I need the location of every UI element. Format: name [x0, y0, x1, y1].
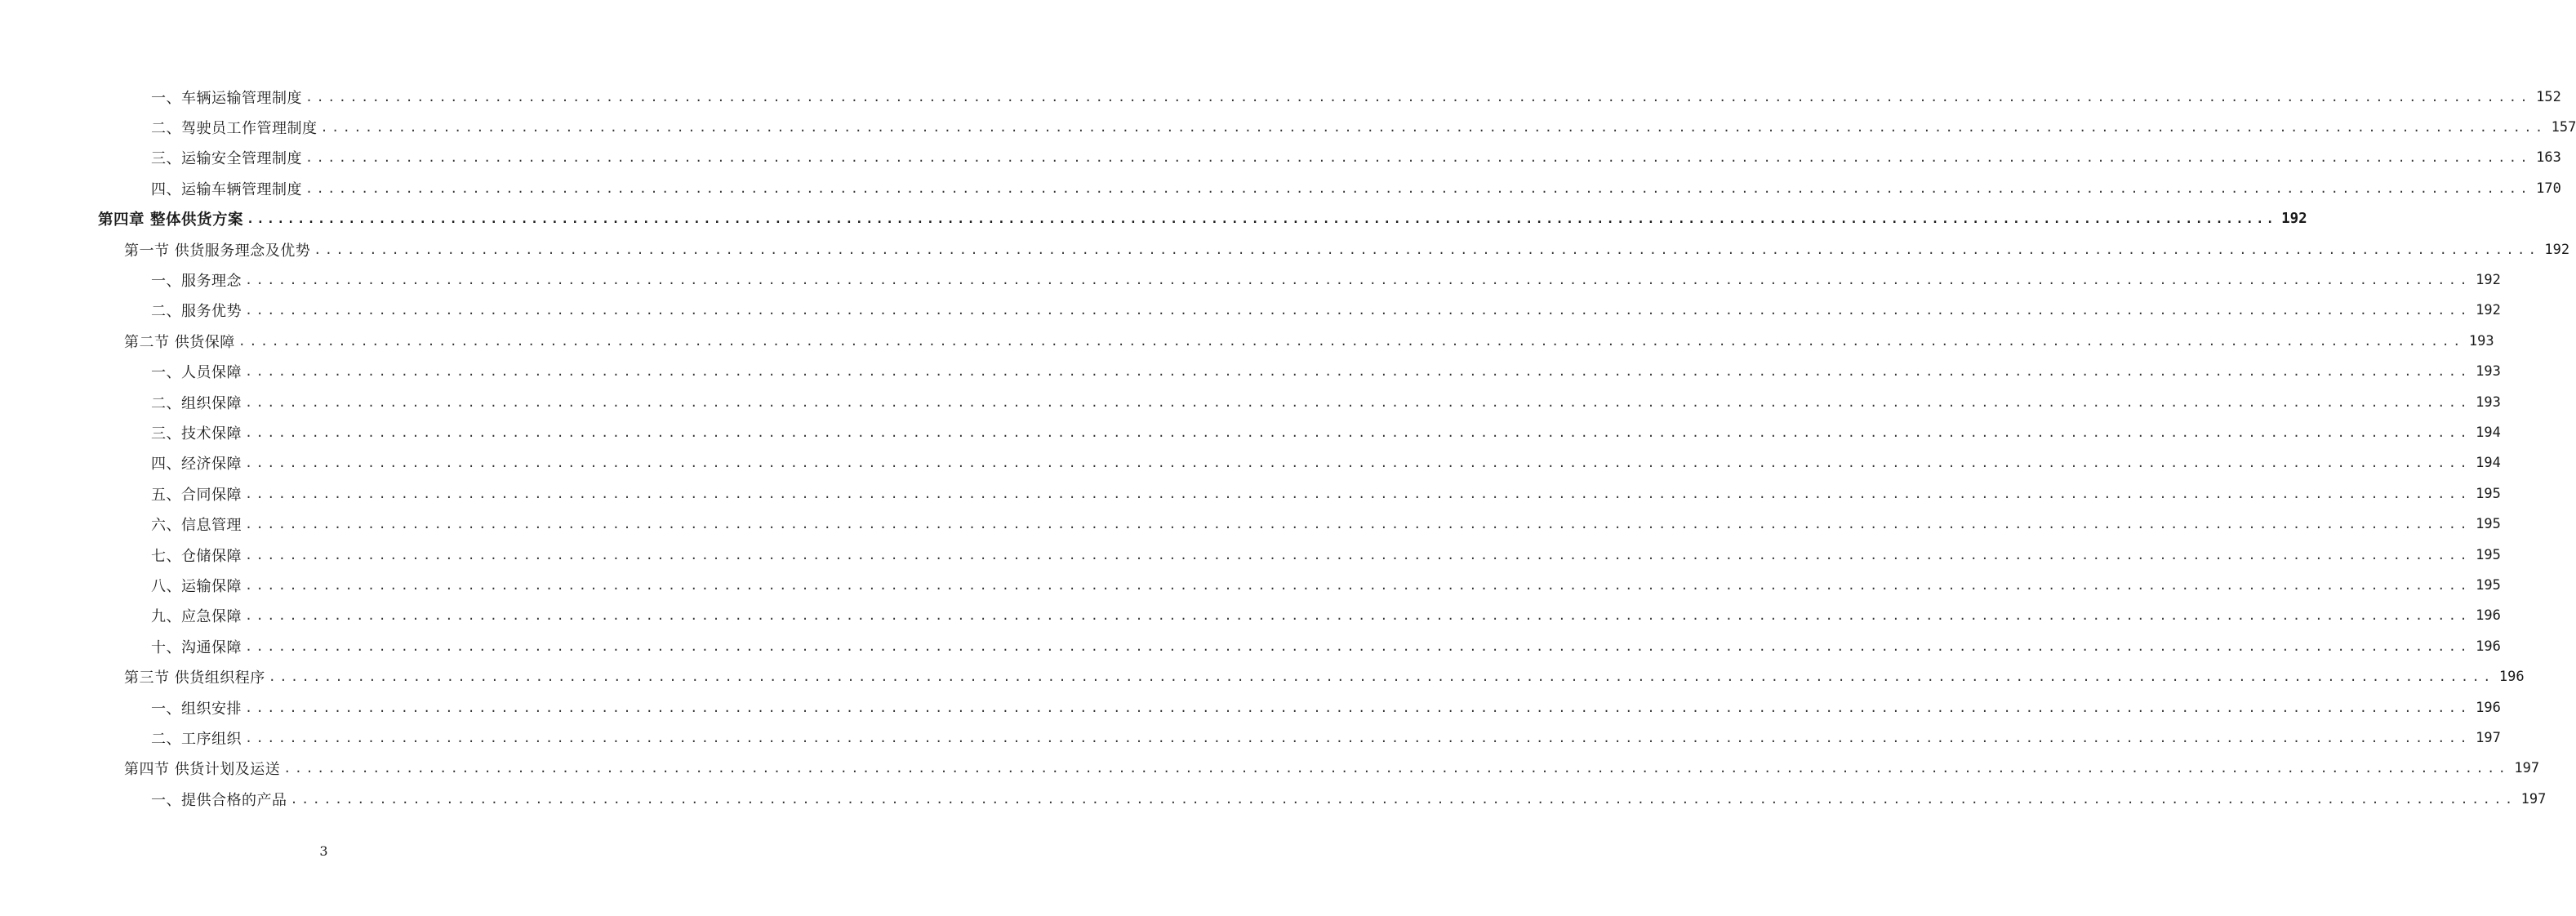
toc-entry-title: 十、沟通保障	[151, 638, 242, 656]
toc-entry-page: 170	[2536, 180, 2561, 197]
toc-entry-item[interactable]	[151, 173, 2561, 203]
toc-entry-page: 192	[2476, 302, 2501, 319]
toc-entry-page: 157	[2551, 118, 2576, 136]
toc-entry-title: 一、服务理念	[151, 272, 242, 290]
toc-entry-page: 196	[2476, 607, 2501, 625]
toc-dot-leader: ........................................................................................................................................................................................................	[245, 394, 2471, 410]
toc-entry-item[interactable]	[151, 631, 2501, 661]
toc-entry-section[interactable]	[124, 754, 2540, 784]
toc-entry-item[interactable]	[151, 112, 2576, 142]
toc-entry-item[interactable]	[151, 784, 2547, 814]
toc-entry-page: 163	[2536, 149, 2561, 167]
toc-dot-leader: ........................................................................................................................................................................................................	[245, 608, 2471, 624]
toc-entry-page: 194	[2476, 424, 2501, 441]
toc-dot-leader: ........................................................................................................................................................................................................	[314, 242, 2540, 257]
toc-entry-title: 第四节 供货计划及运送	[124, 761, 281, 779]
toc-entry-page: 193	[2476, 363, 2501, 380]
toc-entry-page: 194	[2476, 455, 2501, 472]
toc-dot-leader: ........................................................................................................................................................................................................	[305, 180, 2532, 196]
toc-entry-item[interactable]	[151, 692, 2501, 723]
toc-entry-item[interactable]	[151, 296, 2501, 326]
toc-entry-page: 196	[2476, 699, 2501, 716]
toc-entry-title: 二、组织保障	[151, 394, 242, 412]
toc-entry-title: 五、合同保障	[151, 486, 242, 504]
toc-dot-leader: ........................................................................................................................................................................................................	[245, 272, 2471, 287]
toc-entry-title: 二、驾驶员工作管理制度	[151, 119, 318, 137]
toc-entry-title: 二、工序组织	[151, 730, 242, 748]
toc-entry-title: 三、技术保障	[151, 425, 242, 442]
page-number: 3	[319, 843, 328, 859]
toc-entry-item[interactable]	[151, 478, 2501, 509]
toc-dot-leader: ........................................................................................................................................................................................................	[305, 89, 2532, 104]
toc-dot-leader: ........................................................................................................................................................................................................	[245, 730, 2471, 745]
toc-dot-leader: ........................................................................................................................................................................................................	[245, 364, 2471, 380]
toc-entry-title: 九、应急保障	[151, 608, 242, 626]
toc-entry-page: 193	[2476, 394, 2501, 411]
toc-entry-title: 六、信息管理	[151, 517, 242, 535]
toc-dot-leader: ........................................................................................................................................................................................................	[238, 333, 2464, 349]
toc-entry-page: 195	[2476, 576, 2501, 594]
toc-entry-page: 195	[2476, 546, 2501, 563]
toc-entry-section[interactable]	[124, 662, 2525, 692]
toc-entry-item[interactable]	[151, 387, 2501, 417]
toc-dot-leader: ........................................................................................................................................................................................................	[246, 211, 2277, 227]
toc-entry-title: 一、组织安排	[151, 700, 242, 718]
toc-dot-leader: ........................................................................................................................................................................................................	[305, 150, 2532, 166]
toc-dot-leader: ........................................................................................................................................................................................................	[283, 761, 2510, 776]
toc-entry-title: 八、运输保障	[151, 577, 242, 595]
toc-entry-title: 三、运输安全管理制度	[151, 150, 302, 168]
toc-entry-item[interactable]	[151, 448, 2501, 478]
toc-entry-page: 197	[2514, 760, 2540, 777]
toc-dot-leader: ........................................................................................................................................................................................................	[245, 303, 2471, 318]
toc-entry-title: 四、运输车辆管理制度	[151, 180, 302, 198]
toc-entry-page: 193	[2468, 332, 2494, 349]
toc-entry-page: 192	[2476, 271, 2501, 288]
toc-dot-leader: ........................................................................................................................................................................................................	[320, 119, 2547, 135]
toc-dot-leader: ........................................................................................................................................................................................................	[245, 456, 2471, 471]
toc-entry-title: 第二节 供货保障	[124, 333, 235, 351]
toc-entry-title: 四、经济保障	[151, 456, 242, 474]
toc-entry-item[interactable]	[151, 601, 2501, 631]
toc-entry-page: 192	[2281, 211, 2307, 228]
toc-entry-item[interactable]	[151, 509, 2501, 540]
toc-dot-leader: ........................................................................................................................................................................................................	[245, 425, 2471, 440]
toc-entry-item[interactable]	[151, 82, 2561, 112]
toc-dot-leader: ........................................................................................................................................................................................................	[268, 669, 2494, 685]
toc-entry-page: 196	[2498, 669, 2525, 686]
toc-entry-title: 第四章 整体供货方案	[98, 211, 243, 229]
toc-entry-title: 一、车辆运输管理制度	[151, 89, 302, 107]
toc-entry-page: 195	[2476, 516, 2501, 533]
toc-entry-title: 七、仓储保障	[151, 547, 242, 565]
toc-entry-title: 一、提供合格的产品	[151, 791, 287, 809]
toc-entry-page: 195	[2476, 485, 2501, 502]
toc-entry-page: 192	[2544, 241, 2570, 258]
toc-entry-section[interactable]	[124, 326, 2494, 356]
toc-entry-item[interactable]	[151, 265, 2501, 295]
toc-entry-chapter[interactable]	[98, 204, 2307, 234]
toc-entry-item[interactable]	[151, 540, 2501, 570]
toc-dot-leader: ........................................................................................................................................................................................................	[245, 547, 2471, 562]
toc-entry-item[interactable]	[151, 143, 2561, 173]
toc-entry-item[interactable]	[151, 417, 2501, 447]
toc-entry-item[interactable]	[151, 723, 2501, 753]
toc-entry-item[interactable]	[151, 357, 2501, 387]
toc-dot-leader: ........................................................................................................................................................................................................	[245, 577, 2471, 593]
toc-entry-page: 152	[2536, 88, 2561, 105]
toc-dot-leader: ........................................................................................................................................................................................................	[245, 517, 2471, 532]
toc-entry-title: 二、服务优势	[151, 303, 242, 321]
toc-dot-leader: ........................................................................................................................................................................................................	[245, 638, 2471, 654]
toc-dot-leader: ........................................................................................................................................................................................................	[245, 700, 2471, 715]
toc-entry-item[interactable]	[151, 570, 2501, 600]
toc-dot-leader: ........................................................................................................................................................................................................	[245, 486, 2471, 501]
toc-entry-title: 第一节 供货服务理念及优势	[124, 242, 311, 260]
toc-entry-page: 197	[2520, 790, 2547, 807]
toc-entry-title: 第三节 供货组织程序	[124, 669, 265, 687]
toc-entry-page: 196	[2476, 638, 2501, 655]
toc-entry-section[interactable]	[124, 234, 2570, 265]
toc-dot-leader: ........................................................................................................................................................................................................	[290, 791, 2516, 807]
toc-entry-page: 197	[2476, 729, 2501, 746]
toc-entry-title: 一、人员保障	[151, 364, 242, 382]
